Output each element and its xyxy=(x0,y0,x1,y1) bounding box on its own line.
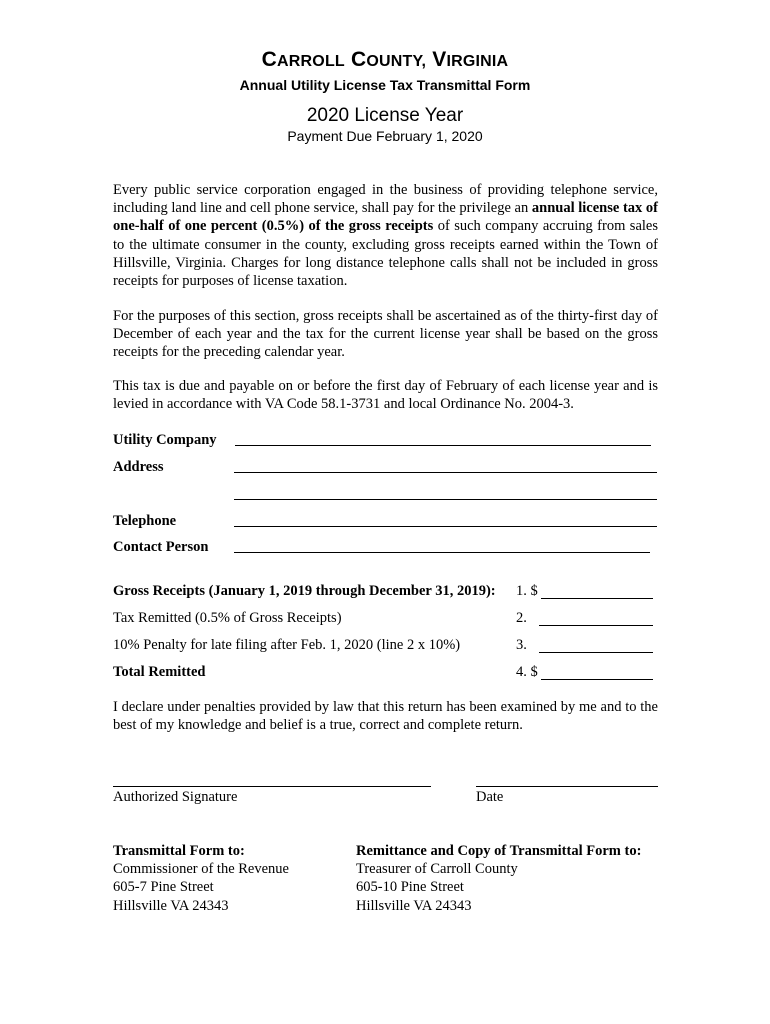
total-remitted-label: Total Remitted xyxy=(113,664,206,680)
title-c: C xyxy=(261,48,278,71)
form-subtitle: Annual Utility License Tax Transmittal Form xyxy=(239,77,531,93)
transmittal-heading: Transmittal Form to: xyxy=(113,843,245,859)
telephone-label: Telephone xyxy=(113,513,177,529)
title-ounty: OUNTY, xyxy=(366,53,427,70)
total-remitted-number: 4. $ xyxy=(516,664,538,680)
transmittal-line-3: Hillsville VA 24343 xyxy=(113,897,229,914)
penalty-number: 3. xyxy=(516,637,527,653)
p1-text-bold: annual license tax of one-half of one percent (0.5%) of the gross receipts xyxy=(113,200,658,235)
gross-receipts-label: Gross Receipts (January 1, 2019 through December 31, 2019): xyxy=(113,583,496,599)
penalty-label: 10% Penalty for late filing after Feb. 1, 2020 (line 2 x 10%) xyxy=(113,637,461,653)
transmittal-line-2: 605-7 Pine Street xyxy=(113,879,214,896)
utility-company-label: Utility Company xyxy=(113,432,217,448)
tax-remitted-label: Tax Remitted (0.5% of Gross Receipts) xyxy=(113,610,342,626)
utility-company-field[interactable] xyxy=(235,445,651,446)
declaration-text: I declare under penalties provided by law that this return has been examined by me and to the best of my knowledge and belief is a true, correct and complete return. xyxy=(113,699,658,734)
date-field[interactable] xyxy=(476,786,658,787)
remittance-line-3: Hillsville VA 24343 xyxy=(356,897,472,914)
gross-receipts-amount-field[interactable] xyxy=(541,598,653,599)
penalty-amount-field[interactable] xyxy=(539,652,653,653)
address-field-line1[interactable] xyxy=(234,472,657,473)
p1-text-a: Every public service corporation engaged in the business of providing telephone service, including land line and cell phone service, shall pay for the privilege an xyxy=(113,182,658,217)
remittance-heading: Remittance and Copy of Transmittal Form to: xyxy=(356,843,642,859)
tax-remitted-number: 2. xyxy=(516,610,527,626)
payment-due: Payment Due February 1, 2020 xyxy=(287,128,483,144)
remittance-line-2: 605-10 Pine Street xyxy=(356,879,464,896)
contact-person-label: Contact Person xyxy=(113,539,209,555)
paragraph-tax-description xyxy=(113,181,658,290)
title-arroll: ARROLL xyxy=(277,53,345,70)
telephone-field[interactable] xyxy=(234,526,657,527)
title-v: V xyxy=(432,48,447,71)
p1-text-b: of such company accruing from sales to the ultimate consumer in the county, excluding gross receipts earned within the Town of Hillsville, Virginia. Charges for long distance telephone calls shall not be included in gross receipts for purposes of license taxation. xyxy=(113,218,658,290)
title-co: C xyxy=(350,48,367,71)
transmittal-line-1: Commissioner of the Revenue xyxy=(113,861,289,878)
address-label: Address xyxy=(113,459,164,475)
license-year: 2020 License Year xyxy=(306,105,464,126)
paragraph-due-date: This tax is due and payable on or before the first day of February of each license year and is levied in accordance with VA Code 58.1-3731 and local Ordinance No. 2004-3. xyxy=(113,378,658,413)
signature-label: Authorized Signature xyxy=(113,789,238,805)
remittance-address-block xyxy=(356,842,641,915)
signature-field[interactable] xyxy=(113,786,431,787)
total-remitted-amount-field[interactable] xyxy=(541,679,653,680)
title-irginia: IRGINIA xyxy=(446,53,509,70)
gross-receipts-num-text: 1. $ xyxy=(516,583,538,599)
tax-remitted-amount-field[interactable] xyxy=(539,625,653,626)
remittance-line-1: Treasurer of Carroll County xyxy=(356,861,518,878)
address-field-line2[interactable] xyxy=(234,499,657,500)
gross-receipts-number xyxy=(516,583,538,600)
paragraph-gross-receipts: For the purposes of this section, gross receipts shall be ascertained as of the thirty-first day of December of each year and the tax for the current license year shall be based on the gross receipts for the preceding calendar year. xyxy=(113,308,658,361)
date-label: Date xyxy=(476,789,504,805)
transmittal-address-block xyxy=(113,842,289,915)
contact-person-field[interactable] xyxy=(234,552,650,553)
page-title xyxy=(0,48,770,72)
